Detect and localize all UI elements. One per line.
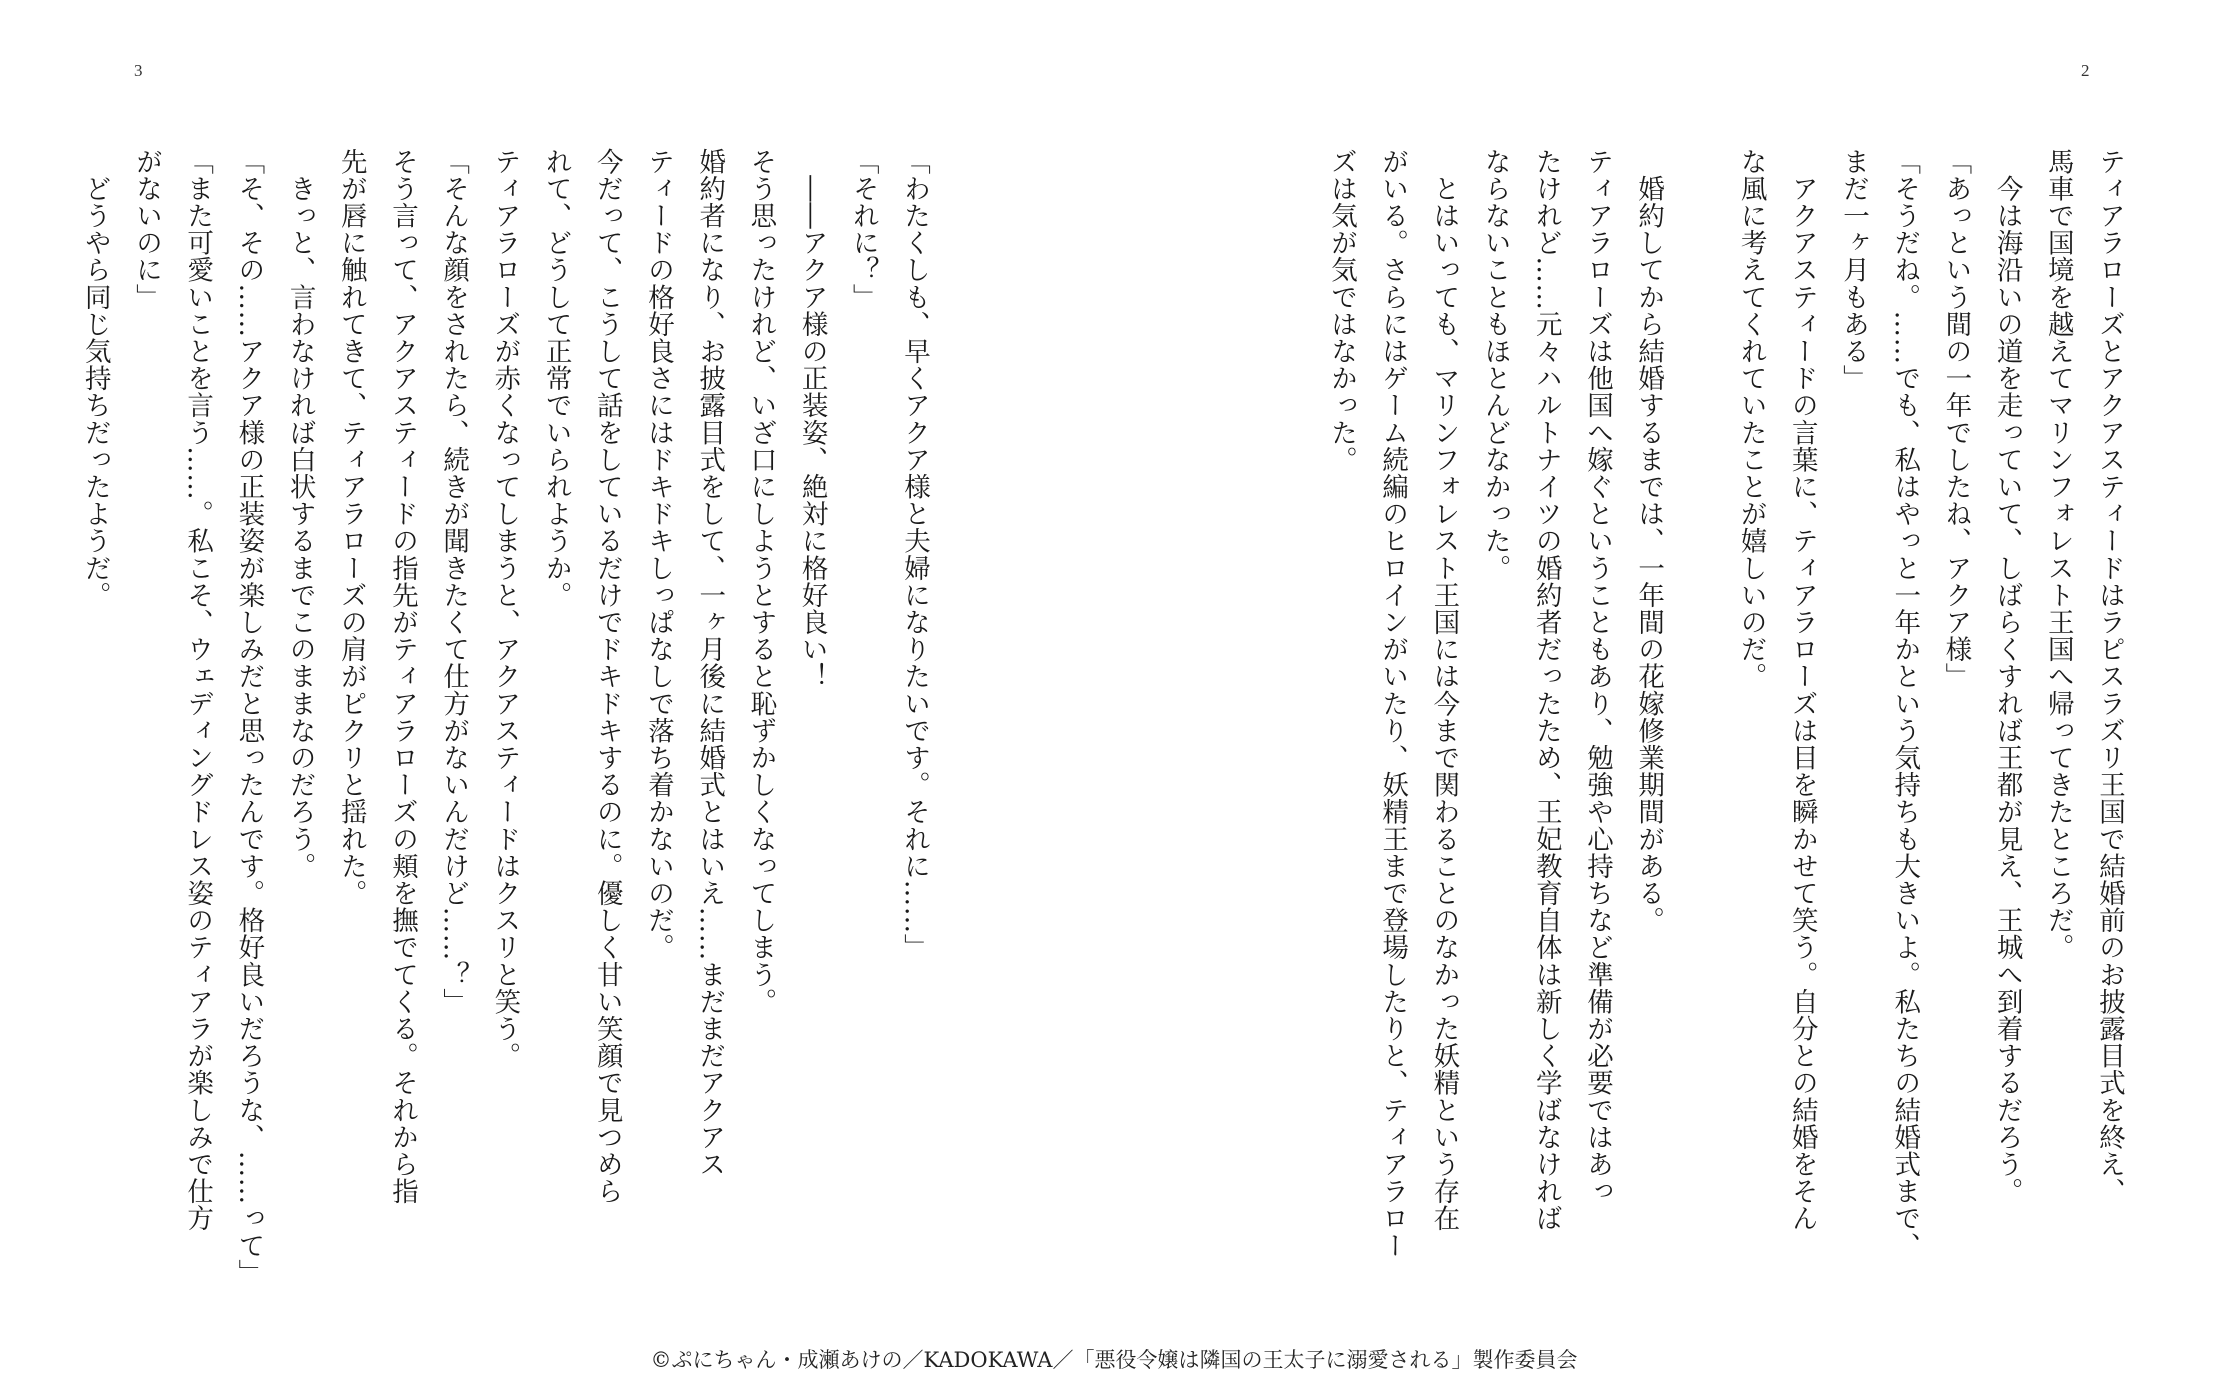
text-line <box>1674 148 1725 1318</box>
text-line: 「わたくしも、早くアクア様と夫婦になりたいです。それに……」 <box>899 148 930 961</box>
text-line: 「それに？」 <box>847 148 879 311</box>
text-line: 婚約者になり、お披露目式をして、一ヶ月後に結婚式とはいえ……まだまだアクアス <box>694 148 726 1178</box>
text-line: な風に考えてくれていたことが嬉しいのだ。 <box>1735 148 1767 690</box>
text-line: 「また可愛いことを言う……。私こそ、ウェディングドレス姿のティアラが楽しみで仕方 <box>182 148 214 1232</box>
text-line: そう思ったけれど、いざ口にしようとすると恥ずかしくなってしまう。 <box>745 148 777 1016</box>
text-line: ティアラローズが赤くなってしまうと、アクアスティードはクスリと笑う。 <box>489 148 521 1070</box>
text-line: まだ一ヶ月もある」 <box>1837 148 1869 392</box>
left-page-text <box>79 148 940 1318</box>
text-line: ――アクア様の正装姿、絶対に格好良い！ <box>796 148 828 690</box>
right-page-text <box>1295 148 2135 1318</box>
page-number-left: 3 <box>134 61 143 80</box>
text-line: 今だって、こうして話をしているだけでドキドキするのに。優しく甘い笑顔で見つめら <box>591 148 623 1205</box>
text-line: ズは気が気ではなかった。 <box>1325 148 1357 474</box>
text-line: アクアスティードの言葉に、ティアラローズは目を瞬かせて笑う。自分との結婚をそん <box>1786 148 1818 1232</box>
text-line: 「あっという間の一年でしたね、アクア様」 <box>1940 148 1972 690</box>
text-line: ティアラローズとアクアスティードはラピスラズリ王国で結婚前のお披露目式を終え、 <box>2094 148 2125 1205</box>
text-line: きっと、言わなければ白状するまでこのままなのだろう。 <box>284 148 316 880</box>
text-line: がいる。さらにはゲーム続編のヒロインがいたり、妖精王まで登場したりと、ティアラロー <box>1377 148 1409 1260</box>
text-line: ティードの格好良さにはドキドキしっぱなしで落ち着かないのだ。 <box>642 148 674 961</box>
text-line: 「そ、その……アクア様の正装姿が楽しみだと思ったんです。格好良いだろうな、……って」 <box>233 148 265 1287</box>
text-line: 今は海沿いの道を走っていて、しばらくすれば王都が見え、王城へ到着するだろう。 <box>1991 148 2023 1205</box>
text-line: 馬車で国境を越えてマリンフォレスト王国へ帰ってきたところだ。 <box>2042 148 2074 961</box>
text-line: 「そんな顔をされたら、続きが聞きたくて仕方がないんだけど……？」 <box>438 148 470 1016</box>
text-line: ティアラローズは他国へ嫁ぐということもあり、勉強や心持ちなど準備が必要ではあっ <box>1581 148 1613 1205</box>
text-line: どうやら同じ気持ちだったようだ。 <box>79 148 111 609</box>
copyright-credit: ©ぷにちゃん・成瀬あけの／KADOKAWA／「悪役令嬢は隣国の王太子に溺愛される」製作委員会 <box>650 1348 1578 1372</box>
text-line: たけれど……元々ハルトナイツの婚約者だったため、王妃教育自体は新しく学ばなければ <box>1530 148 1562 1232</box>
page-number-right: 2 <box>2081 61 2090 80</box>
text-line: れて、どうして正常でいられようか。 <box>540 148 572 609</box>
text-line: 「そうだね。……でも、私はやっと一年かという気持ちも大きいよ。私たちの結婚式まで、 <box>1889 148 1921 1260</box>
text-line: そう言って、アクアスティードの指先がティアラローズの頬を撫でてくる。それから指 <box>386 148 418 1205</box>
text-line: ならないこともほとんどなかった。 <box>1479 148 1511 582</box>
text-line: 先が唇に触れてきて、ティアラローズの肩がピクリと揺れた。 <box>335 148 367 907</box>
text-line: がないのに」 <box>130 148 162 311</box>
text-line: 婚約してから結婚するまでは、一年間の花嫁修業期間がある。 <box>1633 148 1665 934</box>
text-line: とはいっても、マリンフォレスト王国には今まで関わることのなかった妖精という存在 <box>1428 148 1460 1232</box>
